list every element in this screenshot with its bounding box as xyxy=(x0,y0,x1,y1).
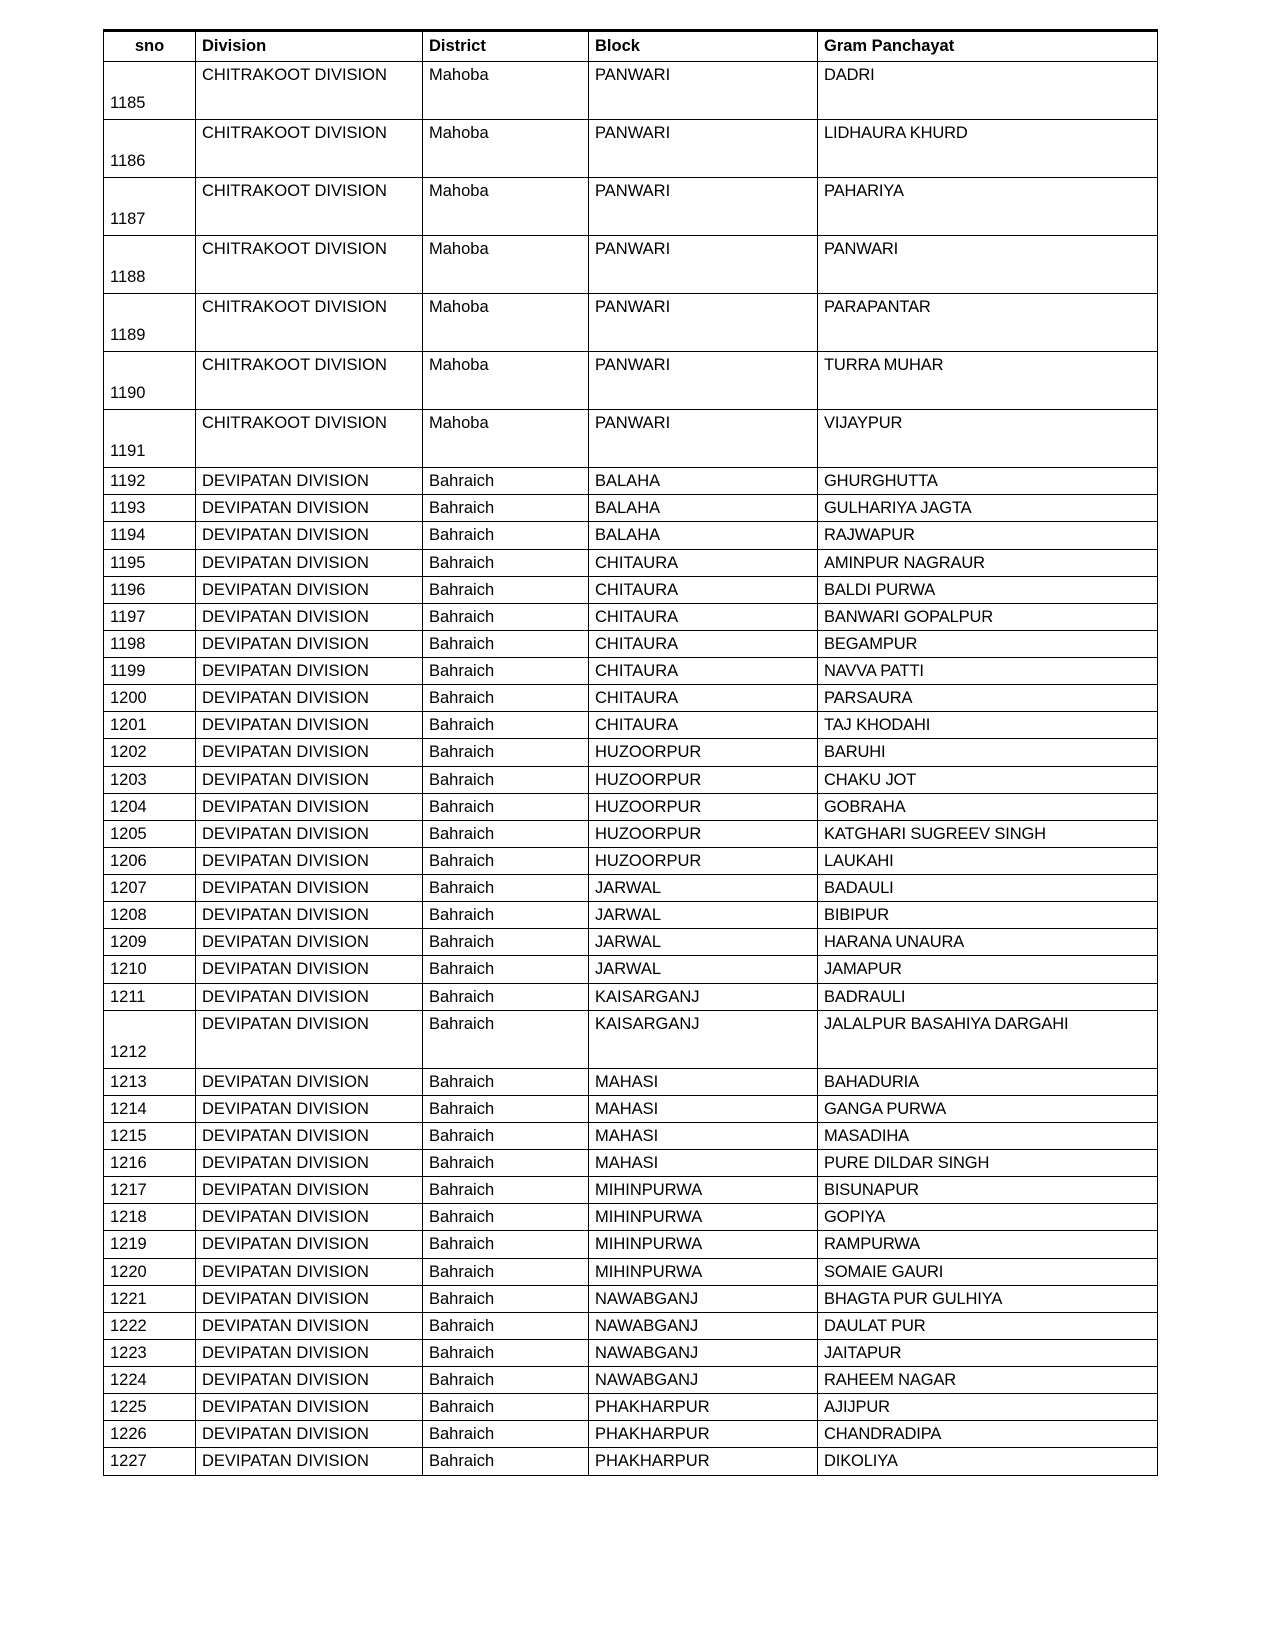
cell-sno: 1204 xyxy=(104,793,196,820)
cell-district: Bahraich xyxy=(423,1231,589,1258)
cell-sno: 1227 xyxy=(104,1448,196,1475)
cell-division: DEVIPATAN DIVISION xyxy=(196,1068,423,1095)
cell-gram-panchayat: BEGAMPUR xyxy=(818,630,1158,657)
cell-division: DEVIPATAN DIVISION xyxy=(196,1150,423,1177)
table-row xyxy=(104,712,1158,739)
cell-gram-panchayat: SOMAIE GAURI xyxy=(818,1258,1158,1285)
cell-district: Bahraich xyxy=(423,1448,589,1475)
cell-sno: 1200 xyxy=(104,685,196,712)
cell-sno: 1188 xyxy=(104,236,196,294)
cell-district: Bahraich xyxy=(423,1394,589,1421)
cell-block: PANWARI xyxy=(589,410,818,468)
cell-gram-panchayat: GANGA PURWA xyxy=(818,1095,1158,1122)
cell-sno: 1205 xyxy=(104,820,196,847)
table-row xyxy=(104,1010,1158,1068)
cell-division: DEVIPATAN DIVISION xyxy=(196,1394,423,1421)
cell-sno: 1201 xyxy=(104,712,196,739)
table-row xyxy=(104,1421,1158,1448)
cell-district: Mahoba xyxy=(423,178,589,236)
cell-block: CHITAURA xyxy=(589,576,818,603)
cell-sno: 1199 xyxy=(104,658,196,685)
cell-gram-panchayat: GOBRAHA xyxy=(818,793,1158,820)
cell-block: MAHASI xyxy=(589,1095,818,1122)
table-row xyxy=(104,352,1158,410)
cell-block: PANWARI xyxy=(589,236,818,294)
cell-district: Bahraich xyxy=(423,603,589,630)
cell-sno: 1219 xyxy=(104,1231,196,1258)
table-row xyxy=(104,1312,1158,1339)
cell-sno: 1217 xyxy=(104,1177,196,1204)
cell-gram-panchayat: TAJ KHODAHI xyxy=(818,712,1158,739)
cell-sno: 1198 xyxy=(104,630,196,657)
cell-sno: 1215 xyxy=(104,1122,196,1149)
cell-block: PANWARI xyxy=(589,352,818,410)
cell-gram-panchayat: GOPIYA xyxy=(818,1204,1158,1231)
cell-sno: 1214 xyxy=(104,1095,196,1122)
cell-sno: 1220 xyxy=(104,1258,196,1285)
cell-block: NAWABGANJ xyxy=(589,1367,818,1394)
cell-gram-panchayat: MASADIHA xyxy=(818,1122,1158,1149)
column-header-gram-panchayat: Gram Panchayat xyxy=(818,31,1158,62)
cell-district: Bahraich xyxy=(423,875,589,902)
cell-district: Bahraich xyxy=(423,630,589,657)
table-row xyxy=(104,1258,1158,1285)
cell-gram-panchayat: BALDI PURWA xyxy=(818,576,1158,603)
cell-district: Bahraich xyxy=(423,1204,589,1231)
cell-division: DEVIPATAN DIVISION xyxy=(196,1122,423,1149)
cell-sno: 1222 xyxy=(104,1312,196,1339)
cell-division: DEVIPATAN DIVISION xyxy=(196,902,423,929)
cell-district: Bahraich xyxy=(423,1068,589,1095)
cell-district: Bahraich xyxy=(423,1010,589,1068)
cell-division: CHITRAKOOT DIVISION xyxy=(196,410,423,468)
cell-block: CHITAURA xyxy=(589,658,818,685)
table-row xyxy=(104,902,1158,929)
cell-gram-panchayat: RAMPURWA xyxy=(818,1231,1158,1258)
table-row xyxy=(104,1339,1158,1366)
cell-block: NAWABGANJ xyxy=(589,1285,818,1312)
cell-gram-panchayat: AJIJPUR xyxy=(818,1394,1158,1421)
cell-block: CHITAURA xyxy=(589,603,818,630)
cell-district: Bahraich xyxy=(423,1421,589,1448)
cell-gram-panchayat: BARUHI xyxy=(818,739,1158,766)
cell-block: CHITAURA xyxy=(589,630,818,657)
cell-division: DEVIPATAN DIVISION xyxy=(196,1095,423,1122)
cell-division: DEVIPATAN DIVISION xyxy=(196,1258,423,1285)
cell-division: DEVIPATAN DIVISION xyxy=(196,576,423,603)
cell-district: Bahraich xyxy=(423,793,589,820)
cell-gram-panchayat: BAHADURIA xyxy=(818,1068,1158,1095)
cell-division: DEVIPATAN DIVISION xyxy=(196,1285,423,1312)
cell-gram-panchayat: GHURGHUTTA xyxy=(818,468,1158,495)
cell-district: Bahraich xyxy=(423,1095,589,1122)
cell-district: Mahoba xyxy=(423,352,589,410)
cell-district: Bahraich xyxy=(423,956,589,983)
cell-division: DEVIPATAN DIVISION xyxy=(196,1204,423,1231)
cell-district: Mahoba xyxy=(423,62,589,120)
table-row xyxy=(104,658,1158,685)
table-row xyxy=(104,875,1158,902)
cell-division: CHITRAKOOT DIVISION xyxy=(196,178,423,236)
cell-division: DEVIPATAN DIVISION xyxy=(196,766,423,793)
cell-division: DEVIPATAN DIVISION xyxy=(196,875,423,902)
cell-district: Bahraich xyxy=(423,820,589,847)
cell-district: Bahraich xyxy=(423,739,589,766)
cell-division: DEVIPATAN DIVISION xyxy=(196,739,423,766)
cell-sno: 1224 xyxy=(104,1367,196,1394)
table-row xyxy=(104,685,1158,712)
cell-gram-panchayat: BANWARI GOPALPUR xyxy=(818,603,1158,630)
cell-gram-panchayat: PARSAURA xyxy=(818,685,1158,712)
cell-district: Bahraich xyxy=(423,468,589,495)
cell-block: MAHASI xyxy=(589,1150,818,1177)
cell-gram-panchayat: JAITAPUR xyxy=(818,1339,1158,1366)
cell-block: MAHASI xyxy=(589,1068,818,1095)
cell-gram-panchayat: AMINPUR NAGRAUR xyxy=(818,549,1158,576)
table-row xyxy=(104,1231,1158,1258)
cell-block: PANWARI xyxy=(589,178,818,236)
cell-block: BALAHA xyxy=(589,495,818,522)
cell-district: Bahraich xyxy=(423,1367,589,1394)
cell-gram-panchayat: RAJWAPUR xyxy=(818,522,1158,549)
cell-division: DEVIPATAN DIVISION xyxy=(196,847,423,874)
cell-district: Bahraich xyxy=(423,522,589,549)
cell-district: Bahraich xyxy=(423,1339,589,1366)
cell-block: NAWABGANJ xyxy=(589,1339,818,1366)
table-row xyxy=(104,1122,1158,1149)
cell-division: DEVIPATAN DIVISION xyxy=(196,495,423,522)
cell-gram-panchayat: LIDHAURA KHURD xyxy=(818,120,1158,178)
cell-gram-panchayat: BISUNAPUR xyxy=(818,1177,1158,1204)
table-row xyxy=(104,120,1158,178)
cell-block: JARWAL xyxy=(589,902,818,929)
cell-division: CHITRAKOOT DIVISION xyxy=(196,120,423,178)
cell-division: DEVIPATAN DIVISION xyxy=(196,1312,423,1339)
cell-district: Bahraich xyxy=(423,1177,589,1204)
cell-division: DEVIPATAN DIVISION xyxy=(196,1367,423,1394)
cell-block: JARWAL xyxy=(589,929,818,956)
table-row xyxy=(104,1367,1158,1394)
cell-division: DEVIPATAN DIVISION xyxy=(196,793,423,820)
table-row xyxy=(104,983,1158,1010)
cell-block: MIHINPURWA xyxy=(589,1231,818,1258)
table-row xyxy=(104,236,1158,294)
cell-sno: 1212 xyxy=(104,1010,196,1068)
cell-block: HUZOORPUR xyxy=(589,847,818,874)
cell-sno: 1185 xyxy=(104,62,196,120)
cell-gram-panchayat: BHAGTA PUR GULHIYA xyxy=(818,1285,1158,1312)
cell-sno: 1195 xyxy=(104,549,196,576)
cell-sno: 1196 xyxy=(104,576,196,603)
cell-district: Bahraich xyxy=(423,685,589,712)
cell-division: DEVIPATAN DIVISION xyxy=(196,929,423,956)
cell-district: Mahoba xyxy=(423,236,589,294)
cell-division: DEVIPATAN DIVISION xyxy=(196,658,423,685)
cell-block: PANWARI xyxy=(589,62,818,120)
column-header-division: Division xyxy=(196,31,423,62)
table-body xyxy=(104,62,1158,1475)
table-row xyxy=(104,847,1158,874)
cell-gram-panchayat: BIBIPUR xyxy=(818,902,1158,929)
cell-division: DEVIPATAN DIVISION xyxy=(196,630,423,657)
cell-sno: 1194 xyxy=(104,522,196,549)
cell-district: Bahraich xyxy=(423,766,589,793)
cell-division: DEVIPATAN DIVISION xyxy=(196,1421,423,1448)
cell-block: MIHINPURWA xyxy=(589,1177,818,1204)
cell-gram-panchayat: GULHARIYA JAGTA xyxy=(818,495,1158,522)
table-row xyxy=(104,956,1158,983)
table-row xyxy=(104,1068,1158,1095)
gram-panchayat-table xyxy=(103,29,1158,1476)
column-header-district: District xyxy=(423,31,589,62)
cell-division: DEVIPATAN DIVISION xyxy=(196,603,423,630)
cell-district: Bahraich xyxy=(423,847,589,874)
table-row xyxy=(104,1150,1158,1177)
cell-district: Bahraich xyxy=(423,576,589,603)
cell-gram-panchayat: PARAPANTAR xyxy=(818,294,1158,352)
cell-block: PANWARI xyxy=(589,294,818,352)
table-row xyxy=(104,549,1158,576)
column-header-sno: sno xyxy=(104,31,196,62)
table-header xyxy=(104,31,1158,62)
cell-block: JARWAL xyxy=(589,956,818,983)
cell-sno: 1226 xyxy=(104,1421,196,1448)
cell-block: HUZOORPUR xyxy=(589,766,818,793)
cell-block: JARWAL xyxy=(589,875,818,902)
cell-division: DEVIPATAN DIVISION xyxy=(196,1231,423,1258)
cell-sno: 1202 xyxy=(104,739,196,766)
cell-gram-panchayat: RAHEEM NAGAR xyxy=(818,1367,1158,1394)
cell-district: Mahoba xyxy=(423,120,589,178)
cell-division: DEVIPATAN DIVISION xyxy=(196,1339,423,1366)
cell-division: DEVIPATAN DIVISION xyxy=(196,468,423,495)
table-row xyxy=(104,929,1158,956)
cell-block: PHAKHARPUR xyxy=(589,1448,818,1475)
table-row xyxy=(104,576,1158,603)
cell-division: DEVIPATAN DIVISION xyxy=(196,956,423,983)
cell-district: Bahraich xyxy=(423,549,589,576)
cell-sno: 1209 xyxy=(104,929,196,956)
cell-block: KAISARGANJ xyxy=(589,1010,818,1068)
cell-division: DEVIPATAN DIVISION xyxy=(196,1010,423,1068)
cell-block: PHAKHARPUR xyxy=(589,1394,818,1421)
cell-sno: 1218 xyxy=(104,1204,196,1231)
cell-sno: 1191 xyxy=(104,410,196,468)
cell-division: DEVIPATAN DIVISION xyxy=(196,1177,423,1204)
cell-block: CHITAURA xyxy=(589,712,818,739)
cell-division: DEVIPATAN DIVISION xyxy=(196,685,423,712)
cell-division: DEVIPATAN DIVISION xyxy=(196,549,423,576)
cell-district: Bahraich xyxy=(423,1122,589,1149)
cell-sno: 1213 xyxy=(104,1068,196,1095)
table-row xyxy=(104,1285,1158,1312)
cell-district: Bahraich xyxy=(423,658,589,685)
cell-gram-panchayat: CHANDRADIPA xyxy=(818,1421,1158,1448)
table-row xyxy=(104,468,1158,495)
table-row xyxy=(104,766,1158,793)
cell-block: HUZOORPUR xyxy=(589,820,818,847)
cell-block: CHITAURA xyxy=(589,549,818,576)
table-row xyxy=(104,630,1158,657)
cell-gram-panchayat: KATGHARI SUGREEV SINGH xyxy=(818,820,1158,847)
table-row xyxy=(104,820,1158,847)
cell-block: PHAKHARPUR xyxy=(589,1421,818,1448)
cell-sno: 1187 xyxy=(104,178,196,236)
cell-block: NAWABGANJ xyxy=(589,1312,818,1339)
cell-block: BALAHA xyxy=(589,468,818,495)
cell-sno: 1208 xyxy=(104,902,196,929)
cell-sno: 1190 xyxy=(104,352,196,410)
cell-block: MIHINPURWA xyxy=(589,1204,818,1231)
cell-division: CHITRAKOOT DIVISION xyxy=(196,294,423,352)
table-row xyxy=(104,495,1158,522)
cell-division: DEVIPATAN DIVISION xyxy=(196,712,423,739)
cell-sno: 1193 xyxy=(104,495,196,522)
cell-block: MIHINPURWA xyxy=(589,1258,818,1285)
cell-sno: 1216 xyxy=(104,1150,196,1177)
cell-gram-panchayat: HARANA UNAURA xyxy=(818,929,1158,956)
table-row xyxy=(104,1095,1158,1122)
cell-district: Bahraich xyxy=(423,929,589,956)
cell-gram-panchayat: BADAULI xyxy=(818,875,1158,902)
table-row xyxy=(104,1204,1158,1231)
gram-panchayat-table-container xyxy=(103,29,1157,1476)
cell-division: DEVIPATAN DIVISION xyxy=(196,522,423,549)
table-row xyxy=(104,739,1158,766)
cell-district: Bahraich xyxy=(423,1285,589,1312)
cell-block: HUZOORPUR xyxy=(589,793,818,820)
cell-block: KAISARGANJ xyxy=(589,983,818,1010)
table-row xyxy=(104,1177,1158,1204)
cell-district: Bahraich xyxy=(423,1258,589,1285)
table-row xyxy=(104,603,1158,630)
cell-block: CHITAURA xyxy=(589,685,818,712)
cell-district: Mahoba xyxy=(423,410,589,468)
cell-block: BALAHA xyxy=(589,522,818,549)
cell-sno: 1223 xyxy=(104,1339,196,1366)
table-row xyxy=(104,1394,1158,1421)
cell-gram-panchayat: JALALPUR BASAHIYA DARGAHI xyxy=(818,1010,1158,1068)
cell-district: Bahraich xyxy=(423,1312,589,1339)
table-row xyxy=(104,410,1158,468)
cell-sno: 1192 xyxy=(104,468,196,495)
cell-gram-panchayat: PAHARIYA xyxy=(818,178,1158,236)
table-row xyxy=(104,62,1158,120)
table-header-row xyxy=(104,31,1158,62)
cell-district: Bahraich xyxy=(423,902,589,929)
cell-division: DEVIPATAN DIVISION xyxy=(196,820,423,847)
cell-block: PANWARI xyxy=(589,120,818,178)
cell-block: MAHASI xyxy=(589,1122,818,1149)
cell-gram-panchayat: PANWARI xyxy=(818,236,1158,294)
table-row xyxy=(104,1448,1158,1475)
cell-sno: 1189 xyxy=(104,294,196,352)
cell-district: Bahraich xyxy=(423,1150,589,1177)
cell-sno: 1186 xyxy=(104,120,196,178)
cell-division: CHITRAKOOT DIVISION xyxy=(196,236,423,294)
table-row xyxy=(104,178,1158,236)
cell-sno: 1197 xyxy=(104,603,196,630)
cell-sno: 1221 xyxy=(104,1285,196,1312)
cell-sno: 1207 xyxy=(104,875,196,902)
cell-district: Mahoba xyxy=(423,294,589,352)
cell-sno: 1206 xyxy=(104,847,196,874)
cell-gram-panchayat: DADRI xyxy=(818,62,1158,120)
table-row xyxy=(104,522,1158,549)
cell-sno: 1203 xyxy=(104,766,196,793)
table-row xyxy=(104,294,1158,352)
cell-sno: 1225 xyxy=(104,1394,196,1421)
cell-sno: 1211 xyxy=(104,983,196,1010)
cell-division: CHITRAKOOT DIVISION xyxy=(196,62,423,120)
cell-block: HUZOORPUR xyxy=(589,739,818,766)
cell-division: DEVIPATAN DIVISION xyxy=(196,1448,423,1475)
cell-gram-panchayat: BADRAULI xyxy=(818,983,1158,1010)
cell-gram-panchayat: DIKOLIYA xyxy=(818,1448,1158,1475)
column-header-block: Block xyxy=(589,31,818,62)
cell-gram-panchayat: DAULAT PUR xyxy=(818,1312,1158,1339)
cell-division: CHITRAKOOT DIVISION xyxy=(196,352,423,410)
cell-gram-panchayat: JAMAPUR xyxy=(818,956,1158,983)
cell-gram-panchayat: PURE DILDAR SINGH xyxy=(818,1150,1158,1177)
cell-sno: 1210 xyxy=(104,956,196,983)
table-row xyxy=(104,793,1158,820)
cell-division: DEVIPATAN DIVISION xyxy=(196,983,423,1010)
cell-gram-panchayat: NAVVA PATTI xyxy=(818,658,1158,685)
cell-district: Bahraich xyxy=(423,495,589,522)
cell-gram-panchayat: TURRA MUHAR xyxy=(818,352,1158,410)
cell-gram-panchayat: CHAKU JOT xyxy=(818,766,1158,793)
cell-gram-panchayat: LAUKAHI xyxy=(818,847,1158,874)
cell-district: Bahraich xyxy=(423,983,589,1010)
cell-district: Bahraich xyxy=(423,712,589,739)
cell-gram-panchayat: VIJAYPUR xyxy=(818,410,1158,468)
